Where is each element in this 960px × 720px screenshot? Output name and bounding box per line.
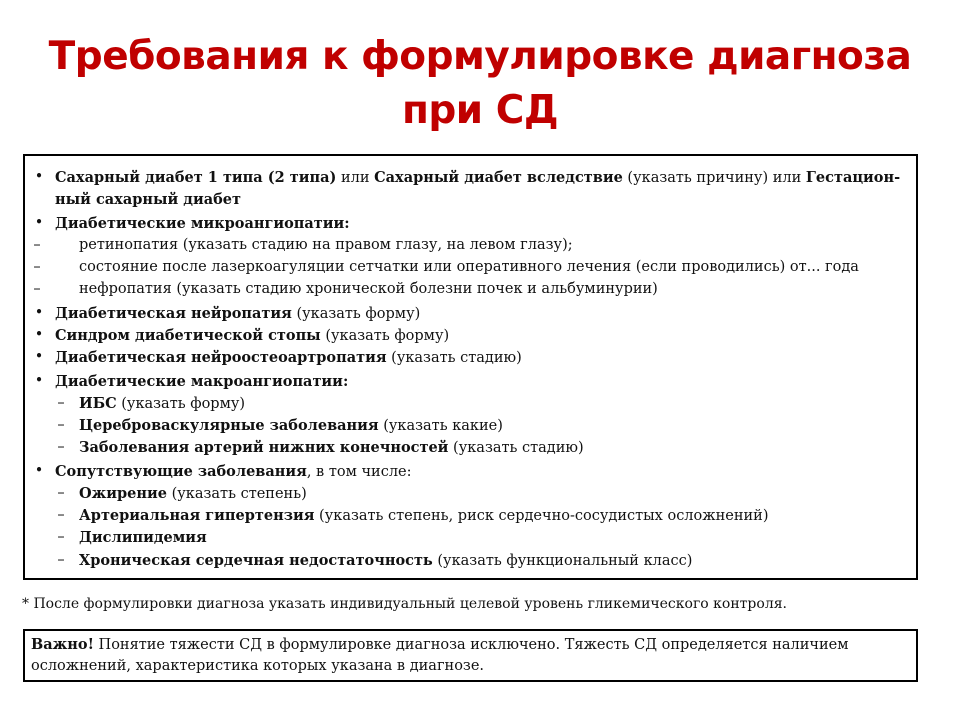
list-item-text xyxy=(55,167,900,189)
dash-icon: – xyxy=(33,259,41,275)
list-item-text xyxy=(55,325,449,347)
dash-icon: – xyxy=(57,507,65,523)
bullet-icon: • xyxy=(34,305,44,321)
bold-term: Гестацион- xyxy=(805,169,901,186)
list-item-text xyxy=(79,257,859,278)
list-item-text xyxy=(55,371,348,393)
plain-text: (указать стадию) xyxy=(386,350,522,366)
plain-text: (указать какие) xyxy=(378,418,503,434)
bullet-icon: • xyxy=(34,463,44,479)
bold-term: Хроническая сердечная недостаточность xyxy=(79,552,433,569)
slide-title xyxy=(0,30,960,138)
list-item-text xyxy=(55,461,412,483)
list-item-text xyxy=(55,189,241,211)
list-item-text xyxy=(79,279,658,300)
bold-term: Синдром диабетической стопы xyxy=(55,327,321,344)
bold-term: Ожирение xyxy=(79,485,167,502)
list-item-text xyxy=(55,347,522,369)
bold-term: Диабетическая нейроостеоартропатия xyxy=(55,349,387,366)
plain-text: или xyxy=(336,170,375,186)
list-item-text xyxy=(79,437,584,459)
dash-icon: – xyxy=(57,485,65,501)
list-item-text xyxy=(79,415,503,437)
dash-icon: – xyxy=(57,439,65,455)
plain-text: ретинопатия (указать стадию на правом глазу, на левом глазу); xyxy=(79,237,573,253)
dash-icon: – xyxy=(57,529,65,545)
list-item-text xyxy=(79,483,307,505)
bold-term: ный сахарный диабет xyxy=(55,191,242,208)
bold-term: Цереброваскулярные заболевания xyxy=(79,417,379,434)
diagnosis-requirements-box xyxy=(23,154,918,580)
plain-text: (указать форму) xyxy=(291,306,421,322)
list-item-text xyxy=(79,505,768,527)
plain-text: (указать функциональный класс) xyxy=(432,553,693,569)
plain-text: (указать форму) xyxy=(116,396,246,412)
plain-text: (указать форму) xyxy=(320,328,450,344)
important-label: Важно! xyxy=(31,636,94,653)
plain-text: , в том числе: xyxy=(306,464,412,480)
bold-term: Дислипидемия xyxy=(79,529,207,546)
bullet-icon: • xyxy=(34,349,44,365)
bold-term: Сопутствующие заболевания xyxy=(55,463,307,480)
list-item-text xyxy=(55,213,350,235)
footnote: * После формулировки диагноза указать индивидуальный целевой уровень гликемического контроля. xyxy=(22,596,787,612)
bullet-icon: • xyxy=(34,373,44,389)
dash-icon: – xyxy=(57,552,65,568)
important-note-box xyxy=(23,629,918,682)
list-item-text xyxy=(79,235,573,256)
plain-text: (указать степень) xyxy=(166,486,307,502)
bold-term: Диабетические макроангиопатии: xyxy=(55,373,349,390)
bold-term: ИБС xyxy=(79,395,117,412)
plain-text: (указать степень, риск сердечно-сосудистых осложнений) xyxy=(314,508,769,524)
plain-text: состояние после лазеркоагуляции сетчатки или оперативного лечения (если проводились) от... года xyxy=(79,259,859,275)
bold-term: Диабетическая нейропатия xyxy=(55,305,292,322)
bullet-icon: • xyxy=(34,169,44,185)
dash-icon: – xyxy=(57,395,65,411)
bold-term: Сахарный диабет 1 типа (2 типа) xyxy=(55,169,337,186)
list-item-text xyxy=(79,393,245,415)
dash-icon: – xyxy=(33,281,41,297)
important-text: Понятие тяжести СД в формулировке диагноза исключено. Тяжесть СД определяется наличием осложнений, характеристика которых указана в диагнозе. xyxy=(31,637,849,674)
bullet-icon: • xyxy=(34,327,44,343)
bold-term: Артериальная гипертензия xyxy=(79,507,315,524)
bold-term: Диабетические микроангиопатии: xyxy=(55,215,350,232)
title-line-1: Требования к формулировке диагноза xyxy=(48,34,912,79)
dash-icon: – xyxy=(57,417,65,433)
list-item-text xyxy=(55,303,420,325)
title-line-2: при СД xyxy=(401,88,559,133)
plain-text: нефропатия (указать стадию хронической болезни почек и альбуминурии) xyxy=(79,281,658,297)
list-item-text xyxy=(79,550,692,572)
plain-text: (указать причину) или xyxy=(622,170,806,186)
dash-icon: – xyxy=(33,237,41,253)
plain-text: (указать стадию) xyxy=(448,440,584,456)
bold-term: Заболевания артерий нижних конечностей xyxy=(79,439,449,456)
list-item-text xyxy=(79,527,207,549)
bold-term: Сахарный диабет вследствие xyxy=(374,169,623,186)
bullet-icon: • xyxy=(34,215,44,231)
